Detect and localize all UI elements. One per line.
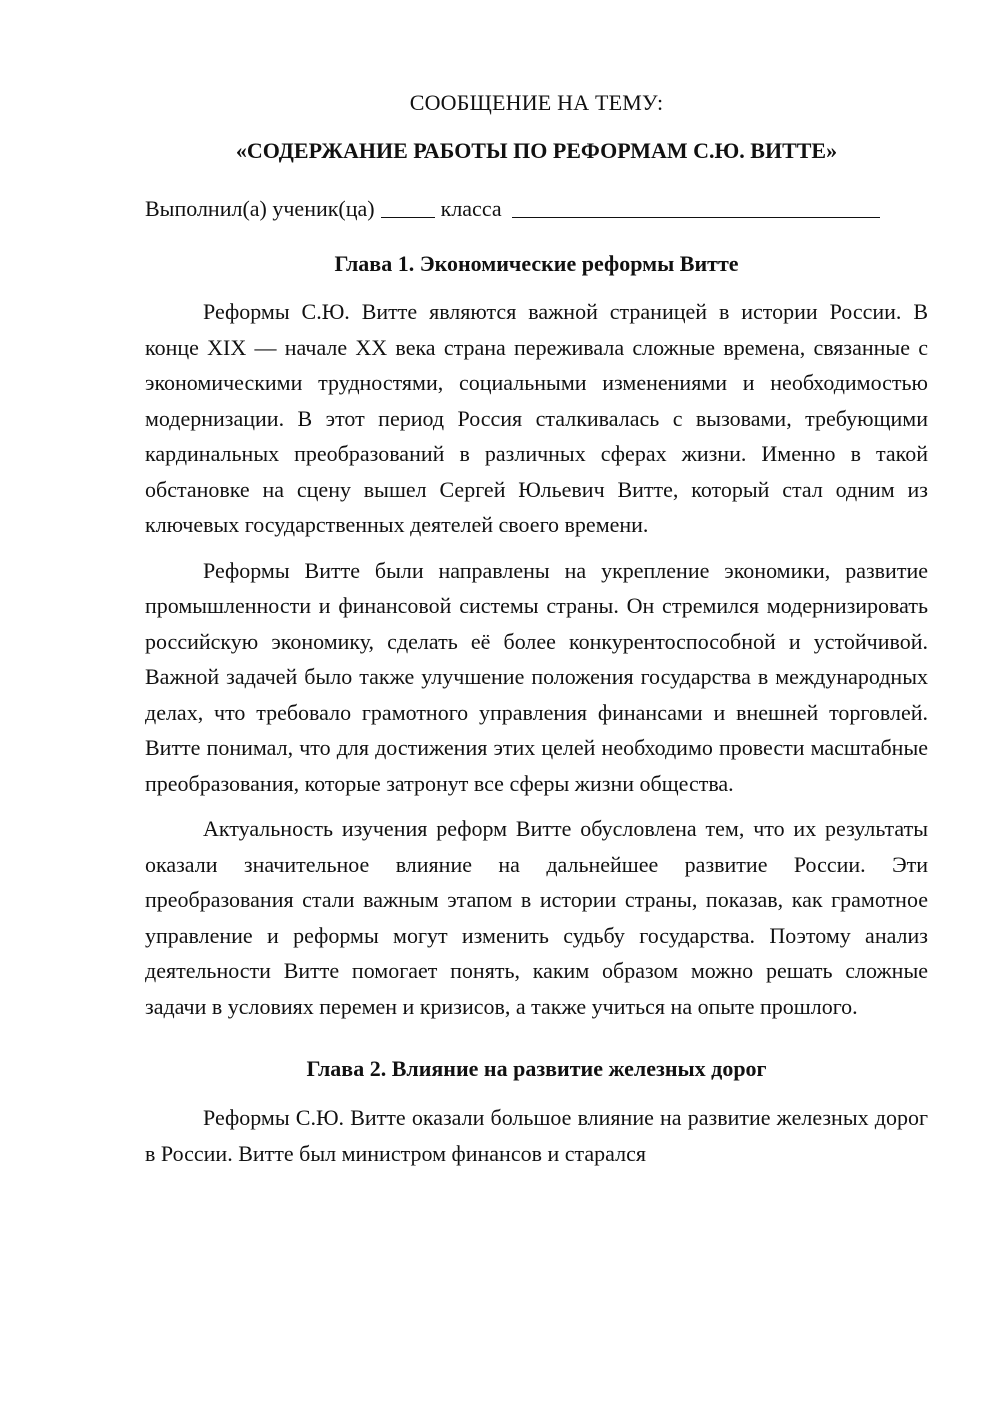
class-number-blank (381, 195, 435, 218)
chapter-2-title: Глава 2. Влияние на развитие железных дорог (306, 1056, 767, 1081)
document-page (145, 88, 928, 1171)
document-heading-top: СООБЩЕНИЕ НА ТЕМУ: (409, 90, 664, 115)
chapter-1-paragraph-2: Реформы Витте были направлены на укрепление экономики, развитие промышленности и финансовой системы страны. Он стремился модернизировать российскую экономику, сделать её более конкурентоспособной и устойчивой. Важной задачей было также улучшение положения государства в международных делах, что требовало грамотного управления финансами и внешней торговлей. Витте понимал, что для достижения этих целей необходимо провести масштабные преобразования, которые затронут все сферы жизни общества. (145, 557, 928, 796)
student-name-blank (512, 195, 880, 218)
author-label: Выполнил(а) ученик(ца) (145, 196, 375, 221)
author-line (145, 193, 928, 224)
chapter-1-paragraph-3: Актуальность изучения реформ Витте обусловлена тем, что их результаты оказали значительное влияние на дальнейшее развитие России. Эти преобразования стали важным этапом в истории страны, показав, как грамотное управление и реформы могут изменить судьбу государства. Поэтому анализ деятельности Витте помогает понять, каким образом можно решать сложные задачи в условиях перемен и кризисов, а также учиться на опыте прошлого. (145, 816, 928, 1019)
chapter-1-paragraph-1: Реформы С.Ю. Витте являются важной страницей в истории России. В конце XIX — начале XX века страна переживала сложные времена, связанные с экономическими трудностями, социальными изменениями и необходимостью модернизации. В этот период Россия сталкивалась с вызовами, требующими кардинальных преобразований в различных сферах жизни. Именно в такой обстановке на сцену вышел Сергей Юльевич Витте, который стал одним из ключевых государственных деятелей своего времени. (145, 299, 928, 537)
chapter-2-paragraph-1: Реформы С.Ю. Витте оказали большое влияние на развитие железных дорог в России. Витте был министром финансов и старался (145, 1105, 928, 1166)
chapter-1-title: Глава 1. Экономические реформы Витте (334, 251, 739, 276)
document-title: «СОДЕРЖАНИЕ РАБОТЫ ПО РЕФОРМАМ С.Ю. ВИТТЕ» (235, 138, 838, 163)
class-label: класса (440, 196, 502, 221)
